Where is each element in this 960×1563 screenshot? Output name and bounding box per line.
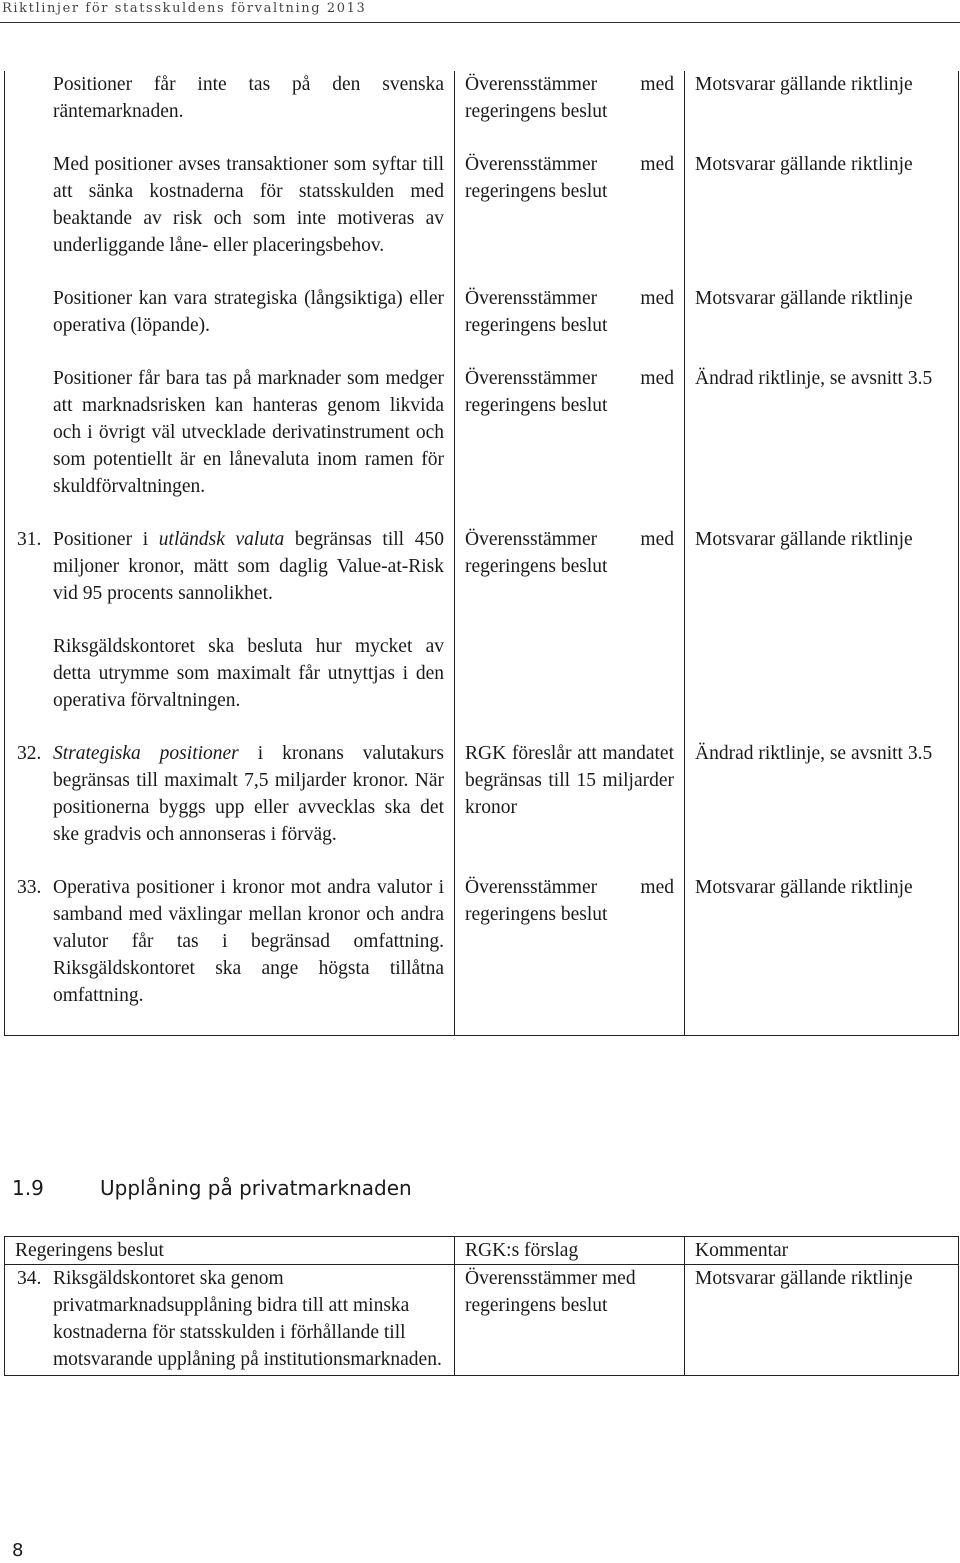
- table-row: [5, 740, 959, 874]
- item-number: 33.: [17, 877, 42, 898]
- decision-text: Positioner får inte tas på den svenska räntemarknaden.: [53, 74, 444, 122]
- decision-text: Operativa positioner i kronor mot andra valutor i samband med växlingar mellan kronor och andra valutor får tas i begränsad omfattning. Riksgäldskontoret ska ange högsta tillåtna omfattning.: [53, 877, 444, 1006]
- table-row: [5, 151, 959, 285]
- table-row: [5, 526, 959, 633]
- comment-cell: [685, 740, 959, 874]
- decision-cell: [5, 71, 455, 151]
- table-row: [5, 874, 959, 1036]
- item-number: 31.: [17, 529, 42, 550]
- proposal-text: RGK föreslår att mandatet begränsas till 15 miljarder kronor: [465, 743, 674, 818]
- section-title: Upplåning på privatmarknaden: [100, 1176, 412, 1200]
- proposal-text: Överensstämmer med regeringens beslut: [465, 288, 674, 336]
- comment-cell: [685, 365, 959, 526]
- proposal-cell: [455, 633, 685, 740]
- item-number: 32.: [17, 743, 42, 764]
- comment-text: Motsvarar gällande riktlinje: [695, 529, 913, 550]
- comment-cell: [685, 1265, 959, 1376]
- comment-text: Ändrad riktlinje, se avsnitt 3.5: [695, 743, 933, 764]
- proposal-cell: [455, 151, 685, 285]
- proposal-text: Överensstämmer med regeringens beslut: [465, 877, 674, 925]
- page-number: 8: [12, 1540, 24, 1561]
- decision-text: Positioner i: [53, 529, 159, 550]
- section-heading: [12, 1176, 412, 1200]
- proposal-cell: [455, 285, 685, 365]
- decision-text: i kronans valutakurs begränsas till maximalt 7,5 miljarder kronor. När positionerna byggs upp eller avvecklas ska det ske gradvis och annonseras i förväg.: [53, 743, 444, 845]
- decision-cell: [5, 526, 455, 633]
- column-header: Regeringens beslut: [5, 1237, 455, 1265]
- decision-text: Positioner kan vara strategiska (långsiktiga) eller operativa (löpande).: [53, 288, 444, 336]
- proposal-cell: [455, 365, 685, 526]
- comment-cell: [685, 633, 959, 740]
- item-number: 34.: [17, 1268, 42, 1289]
- comment-text: Ändrad riktlinje, se avsnitt 3.5: [695, 368, 933, 389]
- proposal-text: Överensstämmer med regeringens beslut: [465, 529, 674, 577]
- decision-cell: [5, 874, 455, 1036]
- private-market-table: [4, 1236, 959, 1376]
- section-number: 1.9: [12, 1176, 44, 1200]
- comment-cell: [685, 151, 959, 285]
- comment-cell: [685, 526, 959, 633]
- decision-cell: [5, 633, 455, 740]
- decision-cell: [5, 740, 455, 874]
- proposal-text: Överensstämmer med regeringens beslut: [465, 154, 674, 202]
- column-header: RGK:s förslag: [455, 1237, 685, 1265]
- comment-text: Motsvarar gällande riktlinje: [695, 288, 913, 309]
- table-row: [5, 365, 959, 526]
- header-rule: [0, 22, 960, 23]
- decision-text: begränsas till 450 miljoner kronor, mätt som daglig Value-at-Risk vid 95 procents sannolikhet.: [53, 529, 444, 604]
- proposal-text: Överensstämmer med regeringens beslut: [465, 74, 674, 122]
- table-row: [5, 633, 959, 740]
- table-header-row: [5, 1237, 959, 1265]
- decision-text: Med positioner avses transaktioner som syftar till att sänka kostnaderna för statsskulden med beaktande av risk och som inte motiveras av underliggande låne- eller placeringsbehov.: [53, 154, 444, 256]
- table-row: [5, 71, 959, 151]
- comment-cell: [685, 71, 959, 151]
- proposal-cell: [455, 740, 685, 874]
- decision-text: Positioner får bara tas på marknader som medger att marknadsrisken kan hanteras genom likvida och i övrigt väl utvecklade derivatinstrument och som potentiellt är en lånevaluta inom ramen för skuldförvaltningen.: [53, 368, 444, 497]
- table-row: [5, 1265, 959, 1376]
- proposal-text: Överensstämmer med regeringens beslut: [465, 1268, 636, 1316]
- decision-text: Riksgäldskontoret ska besluta hur mycket av detta utrymme som maximalt får utnyttjas i den operativa förvaltningen.: [53, 636, 444, 711]
- comment-text: Motsvarar gällande riktlinje: [695, 1268, 913, 1289]
- proposal-cell: [455, 71, 685, 151]
- decision-text-emphasis: utländsk valuta: [158, 529, 285, 550]
- decision-cell: [5, 365, 455, 526]
- table-row: [5, 285, 959, 365]
- decision-text-emphasis: Strategiska positioner: [53, 743, 239, 764]
- column-header: Kommentar: [685, 1237, 959, 1265]
- comment-cell: [685, 285, 959, 365]
- comment-text: Motsvarar gällande riktlinje: [695, 74, 913, 95]
- proposal-cell: [455, 526, 685, 633]
- decision-cell: [5, 151, 455, 285]
- decision-cell: [5, 285, 455, 365]
- running-header: Riktlinjer för statsskuldens förvaltning 2013: [2, 1, 367, 16]
- proposal-cell: [455, 1265, 685, 1376]
- proposal-text: Överensstämmer med regeringens beslut: [465, 368, 674, 416]
- proposal-cell: [455, 874, 685, 1036]
- decision-cell: [5, 1265, 455, 1376]
- decision-text: Riksgäldskontoret ska genom privatmarknadsupplåning bidra till att minska kostnaderna för statsskulden i förhållande till motsvarande upplåning på institutionsmarknaden.: [53, 1268, 442, 1370]
- comment-text: Motsvarar gällande riktlinje: [695, 154, 913, 175]
- comment-cell: [685, 874, 959, 1036]
- comment-text: Motsvarar gällande riktlinje: [695, 877, 913, 898]
- decisions-table: [4, 71, 959, 1036]
